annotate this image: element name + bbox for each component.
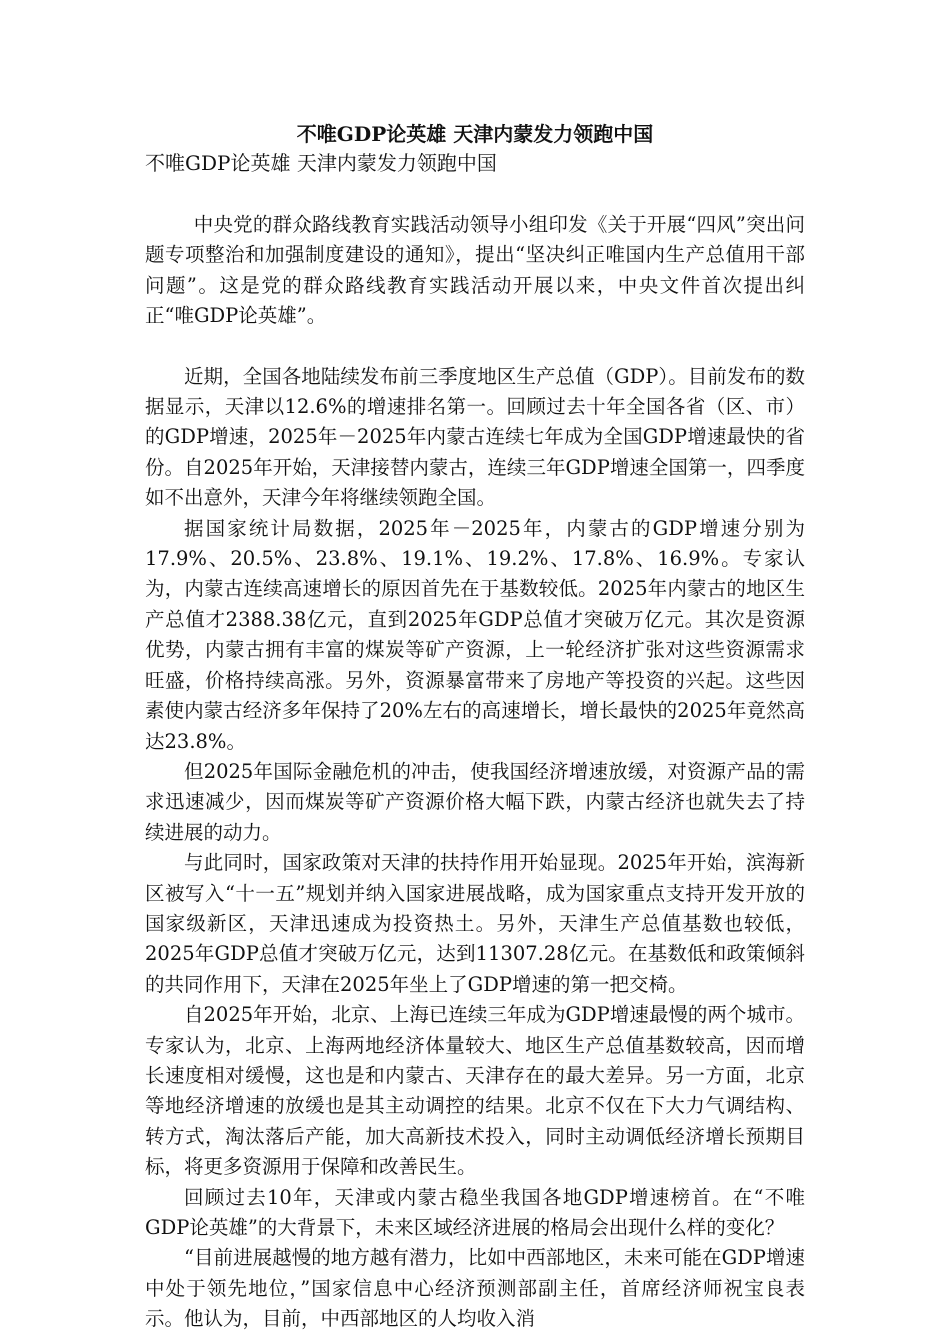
paragraph-future-outlook: 回顾过去10年，天津或内蒙古稳坐我国各地GDP增速榜首。在“不唯GDP论英雄”的大背景下，未来区域经济进展的格局会出现什么样的变化？ (145, 1185, 805, 1239)
paragraph-inner-mongolia-growth: 据国家统计局数据，2025年－2025年，内蒙古的GDP增速分别为17.9%、20.5%、23.8%、19.1%、19.2%、17.8%、16.9%。专家认为，内蒙古连续高速增长的原因首先在于基数较低。2025年内蒙古的地区生产总值才2388.38亿元，直到2025年GDP总值才突破万亿元。其次是资源优势，内蒙古拥有丰富的煤炭等矿产资源，上一轮经济扩张对这些资源需求旺盛，价格持续高涨。另外，资源暴富带来了房地产等投资的兴起。这些因素使内蒙古经济多年保持了20%左右的高速增长，增长最快的2025年竟然高达23.8%。 (145, 516, 805, 753)
document-title: 不唯GDP论英雄 天津内蒙发力领跑中国 (296, 122, 654, 146)
paragraph-intro: 中央党的群众路线教育实践活动领导小组印发《关于开展“四风”突出问题专项整治和加强制度建设的通知》，提出“坚决纠正唯国内生产总值用干部问题”。这是党的群众路线教育实践活动开展以来，中央文件首次提出纠正“唯GDP论英雄”。 (145, 213, 805, 328)
document-subtitle: 不唯GDP论英雄 天津内蒙发力领跑中国 (145, 151, 497, 175)
paragraph-financial-crisis: 但2025年国际金融危机的冲击，使我国经济增速放缓，对资源产品的需求迅速减少，因而煤炭等矿产资源价格大幅下跌，内蒙古经济也就失去了持续进展的动力。 (145, 759, 805, 844)
paragraph-gdp-ranking: 近期，全国各地陆续发布前三季度地区生产总值（GDP）。目前发布的数据显示，天津以12.6%的增速排名第一。回顾过去十年全国各省（区、市）的GDP增速，2025年－2025年内蒙古连续七年成为全国GDP增速最快的省份。自2025年开始，天津接替内蒙古，连续三年GDP增速全国第一，四季度如不出意外，天津今年将继续领跑全国。 (145, 364, 805, 510)
document-page (145, 118, 805, 1335)
paragraph-beijing-shanghai: 自2025年开始，北京、上海已连续三年成为GDP增速最慢的两个城市。专家认为，北京、上海两地经济体量较大、地区生产总值基数较高，因而增长速度相对缓慢，这也是和内蒙古、天津存在的最大差异。另一方面，北京等地经济增速的放缓也是其主动调控的结果。北京不仅在下大力气调结构、转方式，淘汰落后产能，加大高新技术投入，同时主动调低经济增长预期目标，将更多资源用于保障和改善民生。 (145, 1003, 805, 1179)
paragraph-expert-quote: “目前进展越慢的地方越有潜力，比如中西部地区，未来可能在GDP增速中处于领先地位，”国家信息中心经济预测部副主任，首席经济师祝宝良表示。他认为，目前，中西部地区的人均收入消 (145, 1246, 805, 1331)
paragraph-tianjin-policy: 与此同时，国家政策对天津的扶持作用开始显现。2025年开始，滨海新区被写入“十一五”规划并纳入国家进展战略，成为国家重点支持开发开放的国家级新区，天津迅速成为投资热土。另外，天津生产总值基数也较低，2025年GDP总值才突破万亿元，达到11307.28亿元。在基数低和政策倾斜的共同作用下，天津在2025年坐上了GDP增速的第一把交椅。 (145, 851, 805, 996)
